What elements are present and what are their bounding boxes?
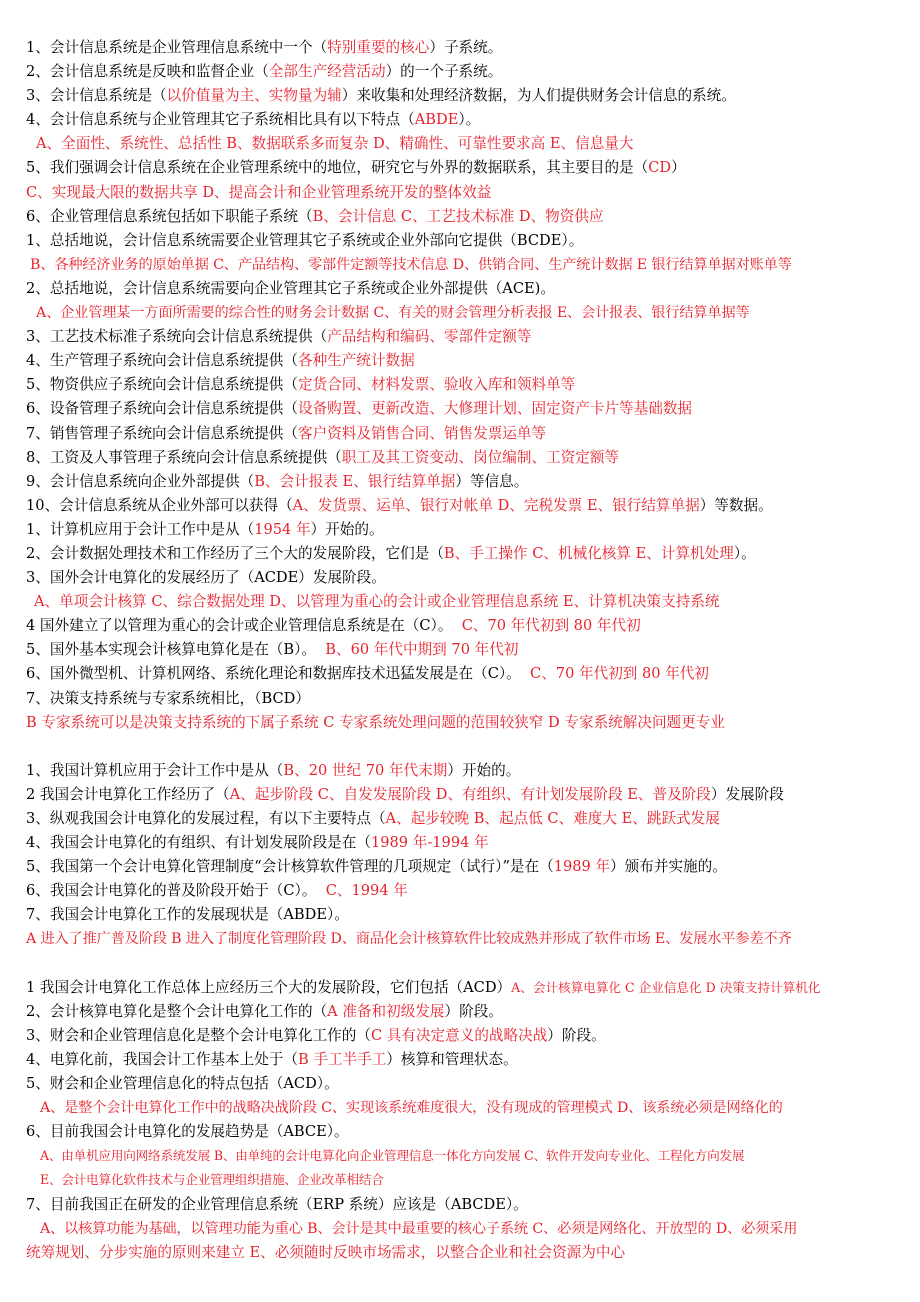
text-line-10: B、各种经济业务的原始单据 C、产品结构、零部件定额等技术信息 D、供销合同、生产统计数据 E 银行结算单据对账单等: [30, 256, 792, 273]
text-line-51: 统筹规划、分步实施的原则来建立 E、必须随时反映市场需求，以整合企业和社会资源为中心: [26, 1243, 626, 1261]
text-line-3: 3、会计信息系统是（以价值量为主、实物量为辅）来收集和处理经济数据，为人们提供财务会计信息的系统。: [26, 87, 736, 105]
text-line-22: 2、会计数据处理技术和工作经历了三个大的发展阶段，它们是（B、手工操作 C、机械化核算 E、计算机处理）。: [26, 544, 756, 562]
text-line-49: 7、目前我国正在研发的企业管理信息系统（ERP 系统）应该是（ABCDE）。: [26, 1195, 528, 1213]
text-line-2: 2、会计信息系统是反映和监督企业（全部生产经营活动）的一个子系统。: [26, 63, 503, 81]
text-line-31: 1、我国计算机应用于会计工作中是从（B、20 世纪 70 年代末期）开始的。: [26, 761, 521, 779]
text-line-5: A、全面性、系统性、总括性 B、数据联系多而复杂 D、精确性、可靠性要求高 E、信息量大: [36, 135, 634, 153]
text-line-12: A、企业管理某一方面所需要的综合性的财务会计数据 C、有关的财会管理分析表报 E、会计报表、银行结算单据等: [36, 305, 750, 322]
text-line-37: 7、我国会计电算化工作的发展现状是（ABDE）。: [26, 906, 349, 924]
text-line-13: 3、工艺技术标准子系统向会计信息系统提供（产品结构和编码、零部件定额等: [26, 328, 532, 346]
text-line-42: 3、财会和企业管理信息化是整个会计电算化工作的（C 具有决定意义的战略决战）阶段。: [26, 1026, 606, 1044]
text-line-41: 2、会计核算电算化是整个会计电算化工作的（A 准备和初级发展）阶段。: [26, 1002, 503, 1020]
text-line-6: 5、我们强调会计信息系统在企业管理系统中的地位，研究它与外界的数据联系，其主要目的是（CD）: [26, 159, 686, 177]
text-line-20: 10、会计信息系统从企业外部可以获得（A、发货票、运单、银行对帐单 D、完税发票 E、银行结算单据）等数据。: [26, 496, 773, 514]
text-line-48: E、会计电算化软件技术与企业管理组织措施、企业改革相结合: [40, 1172, 384, 1188]
text-line-25: 4 国外建立了以管理为重心的会计或企业管理信息系统是在（C）。 C、70 年代初到 80 年代初: [26, 617, 641, 635]
blank-line: [26, 952, 906, 976]
text-line-21: 1、计算机应用于会计工作中是从（1954 年）开始的。: [26, 520, 384, 538]
text-line-23: 3、国外会计电算化的发展经历了（ACDE）发展阶段。: [26, 569, 386, 587]
text-line-15: 5、物资供应子系统向会计信息系统提供（定货合同、材料发票、验收入库和领料单等: [26, 376, 576, 394]
text-line-44: 5、财会和企业管理信息化的特点包括（ACD）。: [26, 1075, 339, 1093]
text-line-19: 9、会计信息系统向企业外部提供（B、会计报表 E、银行结算单据）等信息。: [26, 472, 529, 490]
text-line-38: A 进入了推广普及阶段 B 进入了制度化管理阶段 D、商品化会计核算软件比较成熟并形成了软件市场 E、发展水平参差不齐: [26, 931, 792, 948]
text-line-43: 4、电算化前，我国会计工作基本上处于（B 手工半手工）核算和管理状态。: [26, 1050, 518, 1068]
text-line-1: 1、会计信息系统是企业管理信息系统中一个（特别重要的核心）子系统。: [26, 39, 503, 56]
text-line-36: 6、我国会计电算化的普及阶段开始于（C）。 C、1994 年: [26, 882, 408, 900]
text-line-50: A、以核算功能为基础，以管理功能为重心 B、会计是其中最重要的核心子系统 C、必须是网络化、开放型的 D、必须采用: [40, 1220, 798, 1237]
text-line-24: A、单项会计核算 C、综合数据处理 D、以管理为重心的会计或企业管理信息系统 E、计算机决策支持系统: [34, 593, 720, 611]
text-line-29: B 专家系统可以是决策支持系统的下属子系统 C 专家系统处理问题的范围较狭窄 D 专家系统解决问题更专业: [26, 713, 725, 731]
text-line-47: A、由单机应用向网络系统发展 B、由单纯的会计电算化向企业管理信息一体化方向发展 C、软件开发向专业化、工程化方向发展: [40, 1148, 745, 1164]
text-line-28: 7、决策支持系统与专家系统相比，（BCD）: [26, 689, 310, 707]
text-line-17: 7、销售管理子系统向会计信息系统提供（客户资料及销售合同、销售发票运单等: [26, 424, 547, 442]
text-line-27: 6、国外微型机、计算机网络、系统化理论和数据库技术迅猛发展是在（C）。 C、70 年代初到 80 年代初: [26, 665, 710, 683]
text-line-33: 3、纵观我国会计电算化的发展过程，有以下主要特点（A、起步较晚 B、起点低 C、难度大 E、跳跃式发展: [26, 810, 720, 827]
text-line-14: 4、生产管理子系统向会计信息系统提供（各种生产统计数据: [26, 352, 415, 370]
text-line-32: 2 我国会计电算化工作经历了（A、起步阶段 C、自发发展阶段 D、有组织、有计划发展阶段 E、普及阶段）发展阶段: [26, 785, 784, 803]
text-line-8: 6、企业管理信息系统包括如下职能子系统（B、会计信息 C、工艺技术标准 D、物资供应: [26, 207, 604, 225]
text-line-16: 6、设备管理子系统向会计信息系统提供（设备购置、更新改造、大修理计划、固定资产卡片等基础数据: [26, 400, 693, 418]
text-line-4: 4、会计信息系统与企业管理其它子系统相比具有以下特点（ABDE）。: [26, 111, 481, 129]
text-line-34: 4、我国会计电算化的有组织、有计划发展阶段是在（1989 年-1994 年: [26, 834, 489, 852]
text-line-35: 5、我国第一个会计电算化管理制度“会计核算软件管理的几项规定（试行）”是在（1989 年）颁布并实施的。: [26, 858, 727, 876]
text-line-26: 5、国外基本实现会计核算电算化是在（B）。 B、60 年代中期到 70 年代初: [26, 641, 519, 659]
text-line-40: 1 我国会计电算化工作总体上应经历三个大的发展阶段，它们包括（ACD）A、会计核算电算化 C 企业信息化 D 决策支持计算机化: [26, 978, 821, 996]
blank-line: [26, 735, 906, 759]
text-line-7: C、实现最大限的数据共享 D、提高会计和企业管理系统开发的整体效益: [26, 183, 492, 201]
text-line-46: 6、目前我国会计电算化的发展趋势是（ABCE）。: [26, 1123, 349, 1141]
text-line-9: 1、总括地说，会计信息系统需要企业管理其它子系统或企业外部向它提供（BCDE）。: [26, 231, 584, 249]
text-line-11: 2、总括地说，会计信息系统需要向企业管理其它子系统或企业外部提供（ACE)。: [26, 279, 555, 297]
text-line-45: A、是整个会计电算化工作中的战略决战阶段 C、实现该系统难度很大，没有现成的管理模式 D、该系统必须是网络化的: [40, 1100, 783, 1117]
text-line-18: 8、工资及人事管理子系统向会计信息系统提供（职工及其工资变动、岗位编制、工资定额等: [26, 448, 620, 466]
